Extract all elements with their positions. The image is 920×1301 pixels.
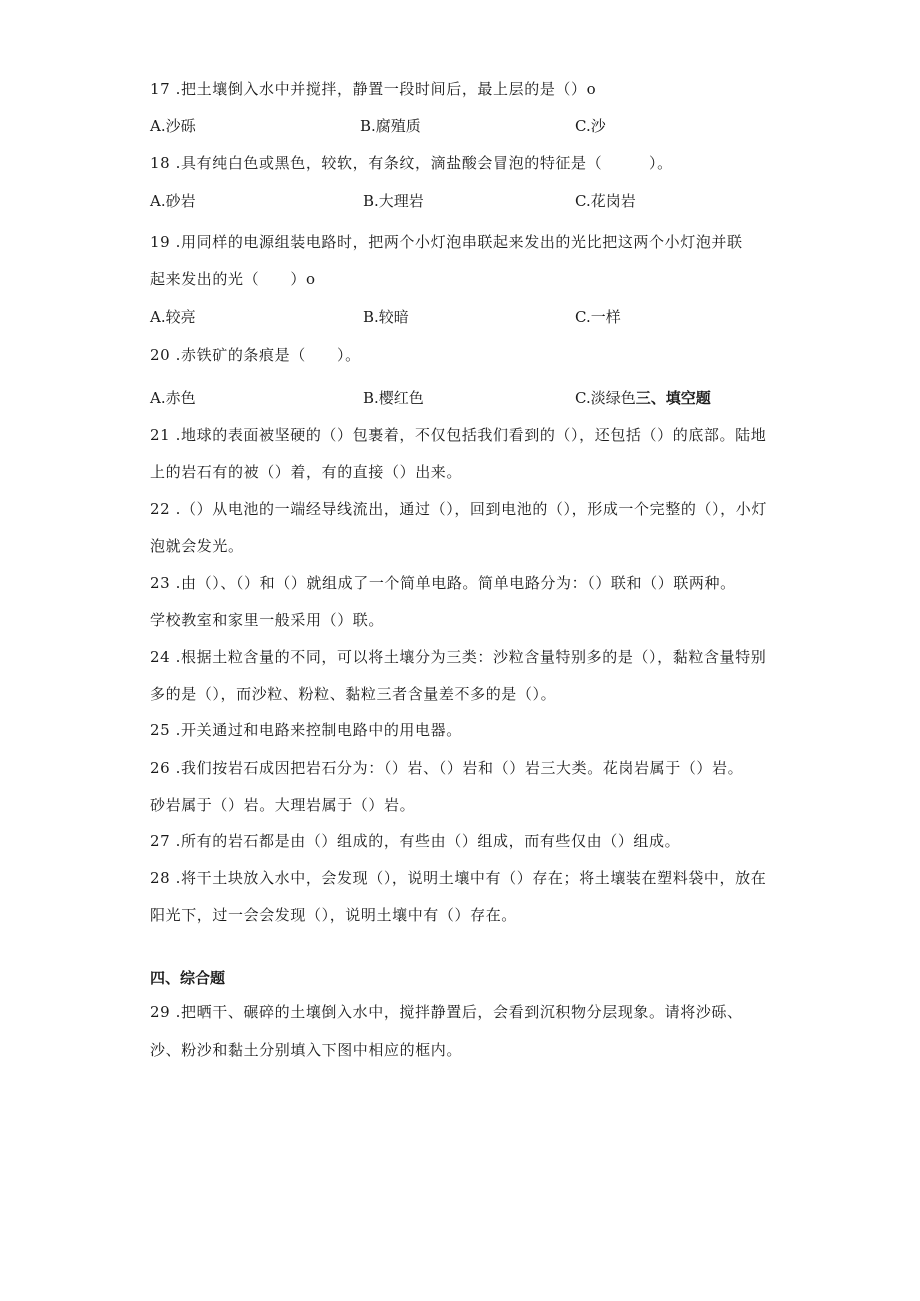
q18-option-c: C.花岗岩 — [575, 192, 636, 210]
question-26-line2: 砂岩属于（）岩。大理岩属于（）岩。 — [150, 796, 416, 814]
section-3-heading: 三、填空题 — [635, 389, 711, 407]
q17-option-b: B.腐殖质 — [360, 117, 421, 135]
question-24-line2: 多的是（），而沙粒、粉粒、黏粒三者含量差不多的是（）。 — [150, 685, 557, 703]
question-21-line2: 上的岩石有的被（）着，有的直接（）出来。 — [150, 463, 463, 481]
q19-option-c: C.一样 — [575, 308, 621, 326]
question-18-stem: 18 .具有纯白色或黑色，较软，有条纹，滴盐酸会冒泡的特征是（ ）。 — [150, 154, 673, 172]
question-26-line1: 26 .我们按岩石成因把岩石分为：（）岩、（）岩和（）岩三大类。花岗岩属于（）岩。 — [150, 759, 744, 777]
question-22-line2: 泡就会发光。 — [150, 537, 244, 555]
q17-option-c: C.沙 — [575, 117, 606, 135]
question-29-line2: 沙、粉沙和黏土分别填入下图中相应的框内。 — [150, 1041, 463, 1059]
question-22-line1: 22 .（）从电池的一端经导线流出，通过（），回到电池的（），形成一个完整的（），小灯 — [150, 500, 767, 518]
question-28-line1: 28 .将干土块放入水中，会发现（），说明土壤中有（）存在；将土壤装在塑料袋中，放在 — [150, 869, 767, 887]
question-25-line1: 25 .开关通过和电路来控制电路中的用电器。 — [150, 721, 462, 739]
question-24-line1: 24 .根据土粒含量的不同，可以将土壤分为三类：沙粒含量特别多的是（），黏粒含量特别 — [150, 648, 767, 666]
q20-option-b: B.樱红色 — [363, 389, 424, 407]
q19-option-a: A.较亮 — [150, 308, 196, 326]
q18-option-a: A.砂岩 — [150, 192, 196, 210]
q20-option-a: A.赤色 — [150, 389, 196, 407]
q20-option-c — [575, 388, 711, 408]
question-17-stem: 17 .把土壤倒入水中并搅拌，静置一段时间后，最上层的是（）o — [150, 80, 597, 98]
q19-option-b: B.较暗 — [363, 308, 409, 326]
question-28-line2: 阳光下，过一会会发现（），说明土壤中有（）存在。 — [150, 906, 517, 924]
question-23-line2: 学校教室和家里一般采用（）联。 — [150, 611, 385, 629]
question-23-line1: 23 .由（）、（）和（）就组成了一个简单电路。简单电路分为：（）联和（）联两种。 — [150, 574, 736, 592]
question-29-line1: 29 .把晒干、碾碎的土壤倒入水中，搅拌静置后，会看到沉积物分层现象。请将沙砾、 — [150, 1003, 743, 1021]
question-21-line1: 21 .地球的表面被坚硬的（）包裹着，不仅包括我们看到的（），还包括（）的底部。陆地 — [150, 426, 767, 444]
question-19-stem-line1: 19 .用同样的电源组装电路时，把两个小灯泡串联起来发出的光比把这两个小灯泡并联 — [150, 233, 743, 251]
q17-option-a: A.沙砾 — [150, 117, 196, 135]
q18-option-b: B.大理岩 — [363, 192, 424, 210]
question-20-stem: 20 .赤铁矿的条痕是（ ）。 — [150, 346, 361, 364]
question-19-stem-line2: 起来发出的光（ ）o — [150, 270, 316, 288]
q20-option-c-text: C.淡绿色 — [575, 389, 636, 407]
section-4-heading: 四、综合题 — [150, 969, 226, 987]
question-27-line1: 27 .所有的岩石都是由（）组成的，有些由（）组成，而有些仅由（）组成。 — [150, 832, 681, 850]
